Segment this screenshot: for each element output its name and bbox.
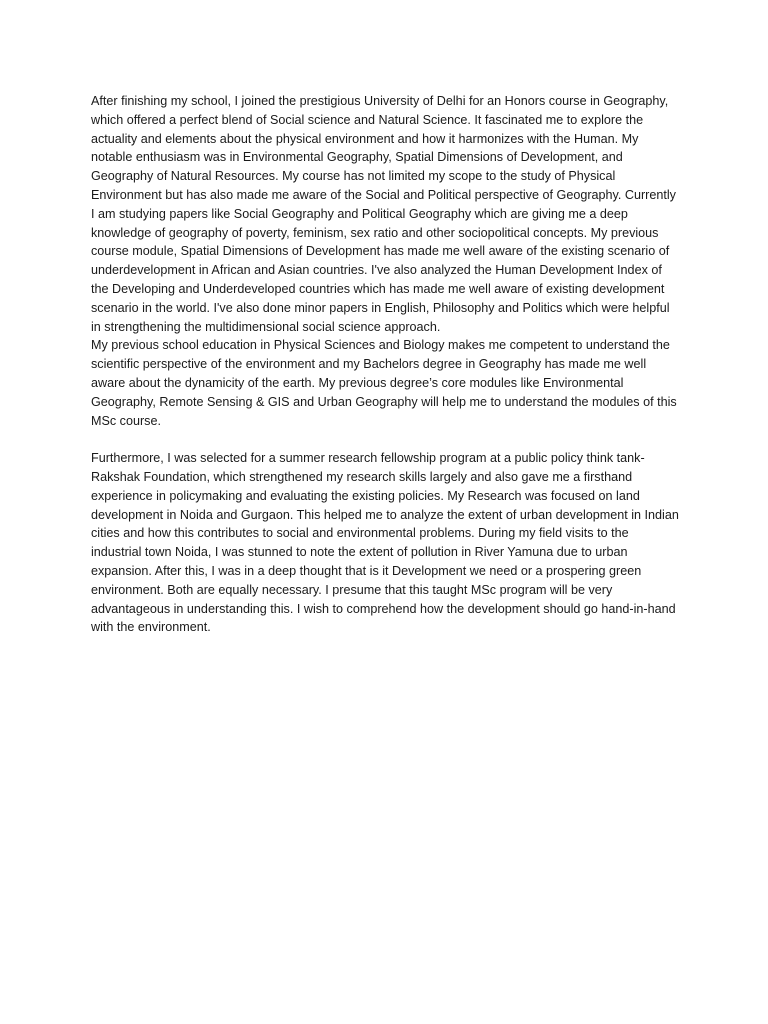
paragraph-education: After finishing my school, I joined the prestigious University of Delhi for an Honors course in Geography, which offered a perfect blend of Social science and Natural Science. It fascinated me to explore the actuality and elements about the physical environment and how it harmonizes with the Human. My notable enthusiasm was in Environmental Geography, Spatial Dimensions of Development, and Geography of Natural Resources. My course has not limited my scope to the study of Physical Environment but has also made me aware of the Social and Political perspective of Geography. Currently I am studying papers like Social Geography and Political Geography which are giving me a deep knowledge of geography of poverty, feminism, sex ratio and other sociopolitical concepts. My previous course module, Spatial Dimensions of Development has made me well aware of the existing scenario of underdevelopment in African and Asian countries. I've also analyzed the Human Development Index of the Developing and Underdeveloped countries which has made me well aware of existing development scenario in the world. I've also done minor papers in English, Philosophy and Politics which were helpful in strengthening the multidimensional social science approach. (91, 94, 676, 334)
document-body (91, 92, 681, 637)
paragraph-research-fellowship: Furthermore, I was selected for a summer research fellowship program at a public policy think tank- Rakshak Foundation, which strengthened my research skills largely and also gave me a firsthand experience in policymaking and evaluating the existing policies. My Research was focused on land development in Noida and Gurgaon. This helped me to analyze the extent of urban development in Indian cities and how this contributes to social and environmental problems. During my field visits to the industrial town Noida, I was stunned to note the extent of pollution in River Yamuna due to urban expansion. After this, I was in a deep thought that is it Development we need or a prospering green environment. Both are equally necessary. I presume that this taught MSc program will be very advantageous in understanding this. I wish to comprehend how the development should go hand-in-hand with the environment. (91, 451, 679, 635)
paragraph-school-background: My previous school education in Physical Sciences and Biology makes me competent to understand the scientific perspective of the environment and my Bachelors degree in Geography has made me well aware about the dynamicity of the earth. My previous degree’s core modules like Environmental Geography, Remote Sensing & GIS and Urban Geography will help me to understand the modules of this MSc course. (91, 338, 677, 428)
